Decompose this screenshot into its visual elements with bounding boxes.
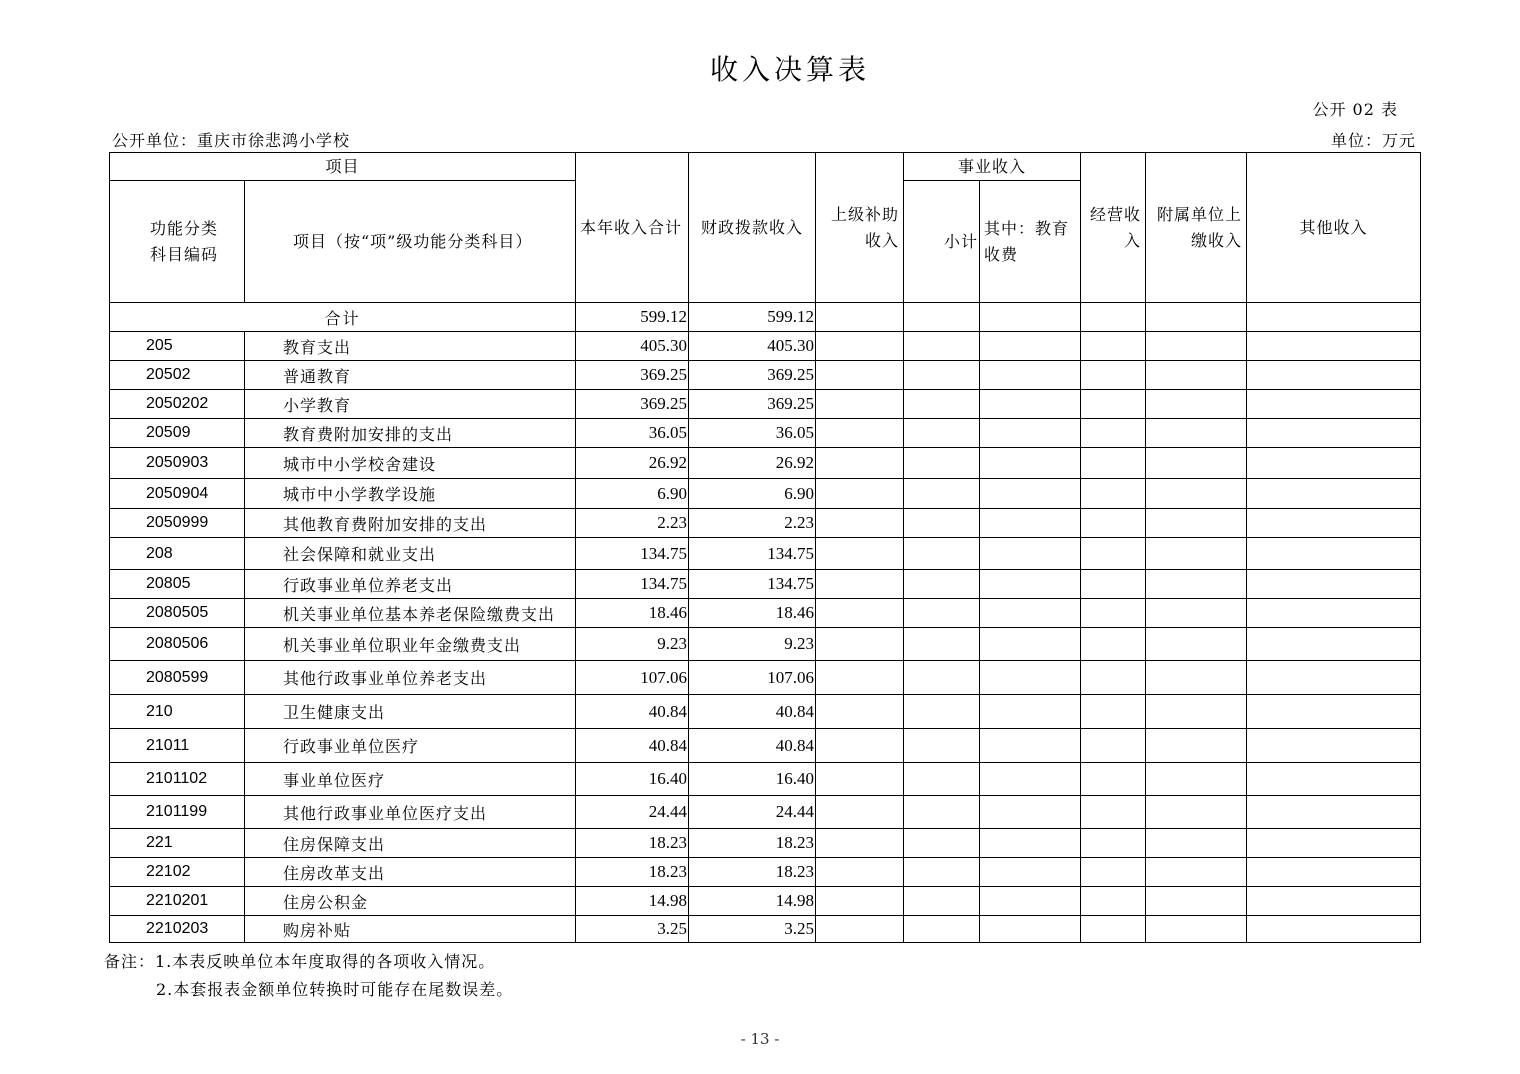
empty-cell (1146, 332, 1247, 361)
row-fiscal-income: 2.23 (689, 509, 816, 538)
empty-cell (816, 829, 904, 858)
empty-cell (816, 332, 904, 361)
row-fiscal-income: 14.98 (689, 887, 816, 916)
empty-cell (816, 361, 904, 390)
empty-cell (816, 916, 904, 943)
total-label: 合计 (110, 303, 576, 332)
header-edu-fee: 其中：教育收费 (980, 181, 1081, 303)
empty-cell (1081, 361, 1146, 390)
row-name: 住房公积金 (245, 887, 576, 916)
table-row (110, 599, 1421, 628)
empty-cell (1146, 796, 1247, 829)
row-total-income: 6.90 (576, 479, 689, 509)
empty-cell (1081, 390, 1146, 419)
row-name: 教育费附加安排的支出 (245, 419, 576, 448)
empty-cell (1247, 628, 1421, 661)
empty-cell (1146, 829, 1247, 858)
empty-cell (904, 729, 980, 763)
row-code: 205 (110, 332, 245, 361)
empty-cell (1146, 448, 1247, 479)
empty-cell (1081, 479, 1146, 509)
empty-cell (904, 695, 980, 729)
table-row (110, 361, 1421, 390)
empty-cell (1081, 858, 1146, 887)
empty-cell (904, 419, 980, 448)
empty-cell (816, 628, 904, 661)
row-name: 卫生健康支出 (245, 695, 576, 729)
row-code: 2101102 (110, 763, 245, 796)
row-name: 行政事业单位养老支出 (245, 570, 576, 599)
empty-cell (1146, 599, 1247, 628)
row-total-income: 405.30 (576, 332, 689, 361)
empty-cell (980, 916, 1081, 943)
header-operating: 经营收入 (1081, 153, 1146, 303)
empty-cell (980, 390, 1081, 419)
row-code: 22102 (110, 858, 245, 887)
empty-cell (1146, 419, 1247, 448)
empty-cell (1081, 763, 1146, 796)
empty-cell (980, 448, 1081, 479)
empty-cell (904, 628, 980, 661)
table-row (110, 419, 1421, 448)
empty-cell (816, 448, 904, 479)
table-row (110, 829, 1421, 858)
header-item: 项目（按“项”级功能分类科目） (245, 181, 576, 303)
empty-cell (1146, 661, 1247, 695)
row-fiscal-income: 6.90 (689, 479, 816, 509)
table-row (110, 509, 1421, 538)
reporting-unit: 公开单位：重庆市徐悲鸿小学校 (112, 131, 351, 150)
row-fiscal-income: 18.46 (689, 599, 816, 628)
empty-cell (816, 538, 904, 570)
empty-cell (1146, 858, 1247, 887)
table-row (110, 628, 1421, 661)
empty-cell (1081, 599, 1146, 628)
header-business: 事业收入 (904, 153, 1081, 181)
empty-cell (904, 599, 980, 628)
empty-cell (1146, 695, 1247, 729)
empty-cell (1081, 829, 1146, 858)
empty-cell (1146, 916, 1247, 943)
empty-cell (1247, 570, 1421, 599)
row-fiscal-income: 369.25 (689, 390, 816, 419)
table-row (110, 570, 1421, 599)
empty-cell (980, 479, 1081, 509)
row-name: 社会保障和就业支出 (245, 538, 576, 570)
empty-cell (904, 887, 980, 916)
empty-cell (980, 570, 1081, 599)
empty-cell (1081, 448, 1146, 479)
total-fiscal: 599.12 (689, 303, 816, 332)
row-code: 208 (110, 538, 245, 570)
row-name: 其他行政事业单位医疗支出 (245, 796, 576, 829)
empty-cell (980, 661, 1081, 695)
row-total-income: 40.84 (576, 729, 689, 763)
empty-cell (1146, 479, 1247, 509)
table-row (110, 695, 1421, 729)
empty-cell (904, 390, 980, 419)
empty-cell (816, 509, 904, 538)
row-code: 2080506 (110, 628, 245, 661)
total-income: 599.12 (576, 303, 689, 332)
header-project: 项目 (110, 153, 576, 181)
empty-cell (1081, 661, 1146, 695)
row-total-income: 9.23 (576, 628, 689, 661)
row-code: 210 (110, 695, 245, 729)
empty-cell (904, 361, 980, 390)
table-row (110, 729, 1421, 763)
header-code: 功能分类科目编码 (110, 181, 245, 303)
row-name: 机关事业单位职业年金缴费支出 (245, 628, 576, 661)
empty-cell (1247, 448, 1421, 479)
empty-cell (1247, 729, 1421, 763)
empty-cell (1146, 729, 1247, 763)
page-number: - 13 - (740, 1030, 780, 1048)
row-code: 20502 (110, 361, 245, 390)
empty-cell (1247, 916, 1421, 943)
empty-cell (816, 479, 904, 509)
row-fiscal-income: 26.92 (689, 448, 816, 479)
row-fiscal-income: 24.44 (689, 796, 816, 829)
row-total-income: 2.23 (576, 509, 689, 538)
row-code: 2050903 (110, 448, 245, 479)
header-fiscal: 财政拨款收入 (689, 153, 816, 303)
row-total-income: 16.40 (576, 763, 689, 796)
empty-cell (904, 448, 980, 479)
empty-cell (1081, 916, 1146, 943)
empty-cell (1247, 599, 1421, 628)
empty-cell (1081, 509, 1146, 538)
row-name: 小学教育 (245, 390, 576, 419)
empty-cell (1247, 887, 1421, 916)
empty-cell (904, 538, 980, 570)
empty-cell (1247, 390, 1421, 419)
empty-cell (1146, 570, 1247, 599)
empty-cell (980, 829, 1081, 858)
row-name: 机关事业单位基本养老保险缴费支出 (245, 599, 576, 628)
currency-unit: 单位：万元 (1330, 131, 1416, 150)
empty-cell (1247, 332, 1421, 361)
table-number: 公开 02 表 (1312, 100, 1398, 119)
row-code: 2050999 (110, 509, 245, 538)
table-row (110, 332, 1421, 361)
empty-cell (1081, 695, 1146, 729)
income-table (109, 152, 1421, 943)
empty-cell (980, 796, 1081, 829)
empty-cell (904, 570, 980, 599)
empty-cell (816, 887, 904, 916)
table-row (110, 479, 1421, 509)
row-name: 行政事业单位医疗 (245, 729, 576, 763)
header-superior: 上级补助收入 (816, 153, 904, 303)
row-fiscal-income: 18.23 (689, 829, 816, 858)
empty-cell (980, 332, 1081, 361)
empty-cell (980, 628, 1081, 661)
row-name: 教育支出 (245, 332, 576, 361)
empty-cell (1081, 332, 1146, 361)
table-row (110, 858, 1421, 887)
row-fiscal-income: 369.25 (689, 361, 816, 390)
empty-cell (980, 695, 1081, 729)
empty-cell (816, 858, 904, 887)
table-row (110, 763, 1421, 796)
note-1: 备注：1.本表反映单位本年度取得的各项收入情况。 (104, 952, 496, 971)
row-total-income: 18.46 (576, 599, 689, 628)
table-row (110, 448, 1421, 479)
empty-cell (1146, 628, 1247, 661)
row-fiscal-income: 36.05 (689, 419, 816, 448)
row-name: 其他行政事业单位养老支出 (245, 661, 576, 695)
empty-cell (1247, 419, 1421, 448)
empty-cell (1081, 887, 1146, 916)
empty-cell (816, 419, 904, 448)
row-name: 住房保障支出 (245, 829, 576, 858)
table-row (110, 916, 1421, 943)
row-total-income: 369.25 (576, 361, 689, 390)
empty-cell (904, 332, 980, 361)
empty-cell (816, 390, 904, 419)
empty-cell (816, 763, 904, 796)
notes (104, 948, 513, 1004)
row-name: 城市中小学教学设施 (245, 479, 576, 509)
empty-cell (1247, 858, 1421, 887)
table-row (110, 796, 1421, 829)
empty-cell (980, 599, 1081, 628)
empty-cell (1247, 509, 1421, 538)
row-code: 2050904 (110, 479, 245, 509)
row-name: 普通教育 (245, 361, 576, 390)
row-code: 2050202 (110, 390, 245, 419)
row-total-income: 107.06 (576, 661, 689, 695)
empty-cell (980, 361, 1081, 390)
empty-cell (904, 509, 980, 538)
empty-cell (1081, 570, 1146, 599)
header-subtotal: 小计 (904, 181, 980, 303)
row-name: 购房补贴 (245, 916, 576, 943)
row-name: 事业单位医疗 (245, 763, 576, 796)
empty-cell (904, 479, 980, 509)
page-title: 收入决算表 (709, 53, 870, 86)
row-total-income: 134.75 (576, 570, 689, 599)
empty-cell (904, 661, 980, 695)
total-row (110, 303, 1421, 332)
empty-cell (1146, 361, 1247, 390)
empty-cell (980, 858, 1081, 887)
empty-cell (980, 538, 1081, 570)
empty-cell (1247, 763, 1421, 796)
header-other: 其他收入 (1247, 153, 1421, 303)
empty-cell (980, 729, 1081, 763)
row-total-income: 134.75 (576, 538, 689, 570)
note-2: 2.本套报表金额单位转换时可能存在尾数误差。 (156, 980, 514, 999)
empty-cell (816, 599, 904, 628)
empty-cell (1081, 419, 1146, 448)
empty-cell (1247, 538, 1421, 570)
row-total-income: 18.23 (576, 858, 689, 887)
row-code: 2210203 (110, 916, 245, 943)
empty-cell (1081, 628, 1146, 661)
row-fiscal-income: 40.84 (689, 729, 816, 763)
empty-cell (904, 763, 980, 796)
empty-cell (1247, 829, 1421, 858)
table-row (110, 887, 1421, 916)
table-row (110, 538, 1421, 570)
empty-cell (1146, 887, 1247, 916)
empty-cell (980, 509, 1081, 538)
row-fiscal-income: 134.75 (689, 570, 816, 599)
empty-cell (1146, 763, 1247, 796)
empty-cell (1146, 538, 1247, 570)
row-total-income: 18.23 (576, 829, 689, 858)
row-code: 2101199 (110, 796, 245, 829)
row-code: 2080599 (110, 661, 245, 695)
empty-cell (816, 796, 904, 829)
empty-cell (816, 729, 904, 763)
row-total-income: 369.25 (576, 390, 689, 419)
empty-cell (816, 661, 904, 695)
row-code: 21011 (110, 729, 245, 763)
empty-cell (1081, 729, 1146, 763)
empty-cell (1247, 479, 1421, 509)
row-code: 20509 (110, 419, 245, 448)
row-code: 20805 (110, 570, 245, 599)
empty-cell (1081, 538, 1146, 570)
table-row (110, 390, 1421, 419)
empty-cell (816, 695, 904, 729)
header-affiliated: 附属单位上缴收入 (1146, 153, 1247, 303)
row-total-income: 26.92 (576, 448, 689, 479)
empty-cell (816, 570, 904, 599)
empty-cell (904, 916, 980, 943)
row-total-income: 14.98 (576, 887, 689, 916)
empty-cell (980, 887, 1081, 916)
row-code: 221 (110, 829, 245, 858)
empty-cell (1247, 361, 1421, 390)
row-name: 住房改革支出 (245, 858, 576, 887)
empty-cell (1247, 661, 1421, 695)
empty-cell (904, 858, 980, 887)
row-code: 2080505 (110, 599, 245, 628)
row-total-income: 24.44 (576, 796, 689, 829)
row-name: 城市中小学校舍建设 (245, 448, 576, 479)
row-fiscal-income: 134.75 (689, 538, 816, 570)
row-total-income: 36.05 (576, 419, 689, 448)
row-total-income: 40.84 (576, 695, 689, 729)
empty-cell (980, 763, 1081, 796)
empty-cell (1247, 796, 1421, 829)
row-total-income: 3.25 (576, 916, 689, 943)
row-fiscal-income: 9.23 (689, 628, 816, 661)
empty-cell (904, 829, 980, 858)
empty-cell (980, 419, 1081, 448)
row-code: 2210201 (110, 887, 245, 916)
empty-cell (1247, 695, 1421, 729)
row-fiscal-income: 40.84 (689, 695, 816, 729)
row-fiscal-income: 3.25 (689, 916, 816, 943)
row-fiscal-income: 16.40 (689, 763, 816, 796)
row-fiscal-income: 107.06 (689, 661, 816, 695)
row-fiscal-income: 18.23 (689, 858, 816, 887)
row-fiscal-income: 405.30 (689, 332, 816, 361)
row-name: 其他教育费附加安排的支出 (245, 509, 576, 538)
empty-cell (1081, 796, 1146, 829)
header-total: 本年收入合计 (576, 153, 689, 303)
empty-cell (904, 796, 980, 829)
table-row (110, 661, 1421, 695)
empty-cell (1146, 390, 1247, 419)
empty-cell (1146, 509, 1247, 538)
